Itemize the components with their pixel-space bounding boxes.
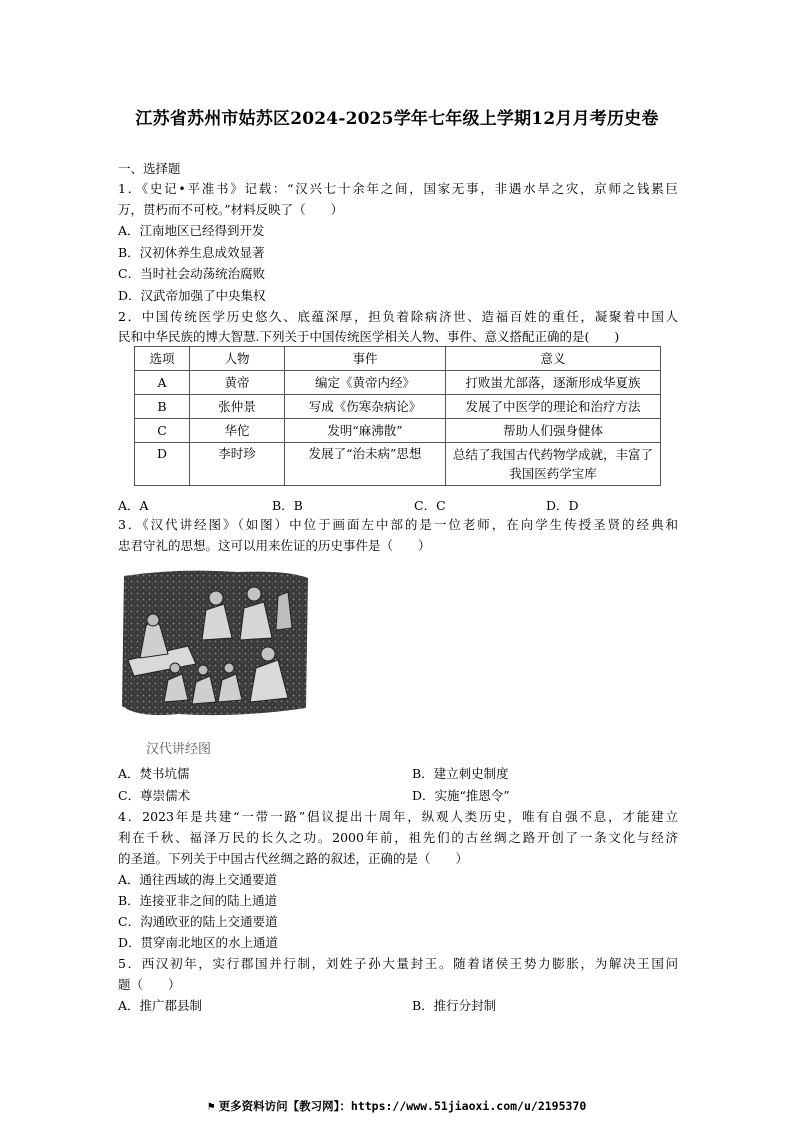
- q5-stem-line2: 题（ ）: [118, 977, 181, 992]
- q3-option-c: C．尊崇儒术: [118, 788, 191, 803]
- table-header-row: [135, 347, 661, 371]
- table-cell: 总结了我国古代药物学成就，丰富了我国医药学宝库: [446, 443, 661, 486]
- q3-option-b: B．建立刺史制度: [412, 766, 509, 781]
- q2-answer-d: D．D: [546, 498, 579, 513]
- table-cell: 发展了中医学的理论和治疗方法: [446, 395, 661, 419]
- q4-stem-line3: 的圣道。下列关于中国古代丝绸之路的叙述，正确的是（ ）: [118, 851, 469, 866]
- q2-answer-a: A．A: [118, 498, 149, 513]
- table-row: [135, 419, 661, 443]
- q5-option-b: B．推行分封制: [412, 998, 497, 1013]
- table-row: [135, 443, 661, 486]
- figure-caption: 汉代讲经图: [146, 742, 212, 757]
- table-cell: D: [135, 443, 190, 486]
- q3-option-d: D．实施“推恩令”: [412, 788, 510, 803]
- table-cell: 华佗: [190, 419, 285, 443]
- page-title: 江苏省苏州市姑苏区2024-2025学年七年级上学期12月月考历史卷: [135, 109, 659, 129]
- table-cell: 帮助人们强身健体: [446, 419, 661, 443]
- q2-answer-b: B．B: [272, 498, 303, 513]
- q4-stem-line2: 利在千秋、福泽万民的长久之功。2000年前，祖先们的古丝绸之路开创了一条文化与经济: [118, 830, 678, 845]
- q4-option-a: A．通往西域的海上交通要道: [118, 872, 278, 887]
- table-cell: B: [135, 395, 190, 419]
- table-cell: 张仲景: [190, 395, 285, 419]
- q1-stem-line1: 1．《史记•平准书》记载：“汉兴七十余年之间，国家无事，非遇水旱之灾，京师之钱累巨: [118, 181, 678, 196]
- table-row: [135, 395, 661, 419]
- table-header: 意义: [446, 347, 661, 371]
- flag-icon: ⚑: [207, 1099, 215, 1113]
- q3-stem-line1: 3．《汉代讲经图》（如图）中位于画面左中部的是一位老师，在向学生传授圣贤的经典和: [118, 517, 678, 532]
- q4-option-b: B．连接亚非之间的陆上通道: [118, 893, 278, 908]
- q3-option-a: A．焚书坑儒: [118, 766, 190, 781]
- q4-stem-line1: 4．2023年是共建“一带一路”倡议提出十周年，纵观人类历史，唯有自强不息，才能建立: [118, 809, 678, 824]
- q2-stem-line1: 2．中国传统医学历史悠久、底蕴深厚，担负着除病济世、造福百姓的重任，凝聚着中国人: [118, 309, 678, 324]
- table-cell: A: [135, 371, 190, 395]
- han-lecture-rubbing-image: [118, 568, 312, 720]
- table-header: 事件: [285, 347, 446, 371]
- section-heading: 一、选择题: [118, 161, 181, 176]
- table-cell: 发展了“治未病”思想: [285, 443, 446, 486]
- q2-table: [134, 346, 661, 486]
- q5-stem-line1: 5．西汉初年，实行郡国并行制，刘姓子孙大量封王。随着诸侯王势力膨胀，为解决王国问: [118, 956, 678, 971]
- q1-option-a: A．江南地区已经得到开发: [118, 223, 265, 238]
- footer-text: 更多资料访问【教习网】：https://www.51jiaoxi.com/u/2195370: [218, 1099, 587, 1113]
- q1-option-c: C．当时社会动荡统治腐败: [118, 266, 266, 281]
- q5-option-a: A．推广郡县制: [118, 998, 203, 1013]
- table-cell: 发明“麻沸散”: [285, 419, 446, 443]
- table-cell: 写成《伤寒杂病论》: [285, 395, 446, 419]
- table-cell: 李时珍: [190, 443, 285, 486]
- table-cell: C: [135, 419, 190, 443]
- q4-option-d: D．贯穿南北地区的水上通道: [118, 935, 279, 950]
- table-cell: 打败蚩尤部落，逐渐形成华夏族: [446, 371, 661, 395]
- q1-option-b: B．汉初休养生息成效显著: [118, 245, 265, 260]
- q1-option-d: D．汉武帝加强了中央集权: [118, 288, 266, 303]
- table-header: 选项: [135, 347, 190, 371]
- table-row: [135, 371, 661, 395]
- q2-stem-line2: 民和中华民族的博大智慧.下列关于中国传统医学相关人物、事件、意义搭配正确的是( ): [118, 329, 620, 344]
- q1-stem-line2: 万，贯朽而不可校。”材料反映了（ ）: [118, 202, 344, 217]
- table-cell: 黄帝: [190, 371, 285, 395]
- footer-link[interactable]: [0, 1098, 794, 1114]
- q2-answer-c: C．C: [414, 498, 446, 513]
- q3-stem-line2: 忠君守礼的思想。这可以用来佐证的历史事件是（ ）: [118, 538, 431, 553]
- table-header: 人物: [190, 347, 285, 371]
- q4-option-c: C．沟通欧亚的陆上交通要道: [118, 914, 278, 929]
- table-cell: 编定《黄帝内经》: [285, 371, 446, 395]
